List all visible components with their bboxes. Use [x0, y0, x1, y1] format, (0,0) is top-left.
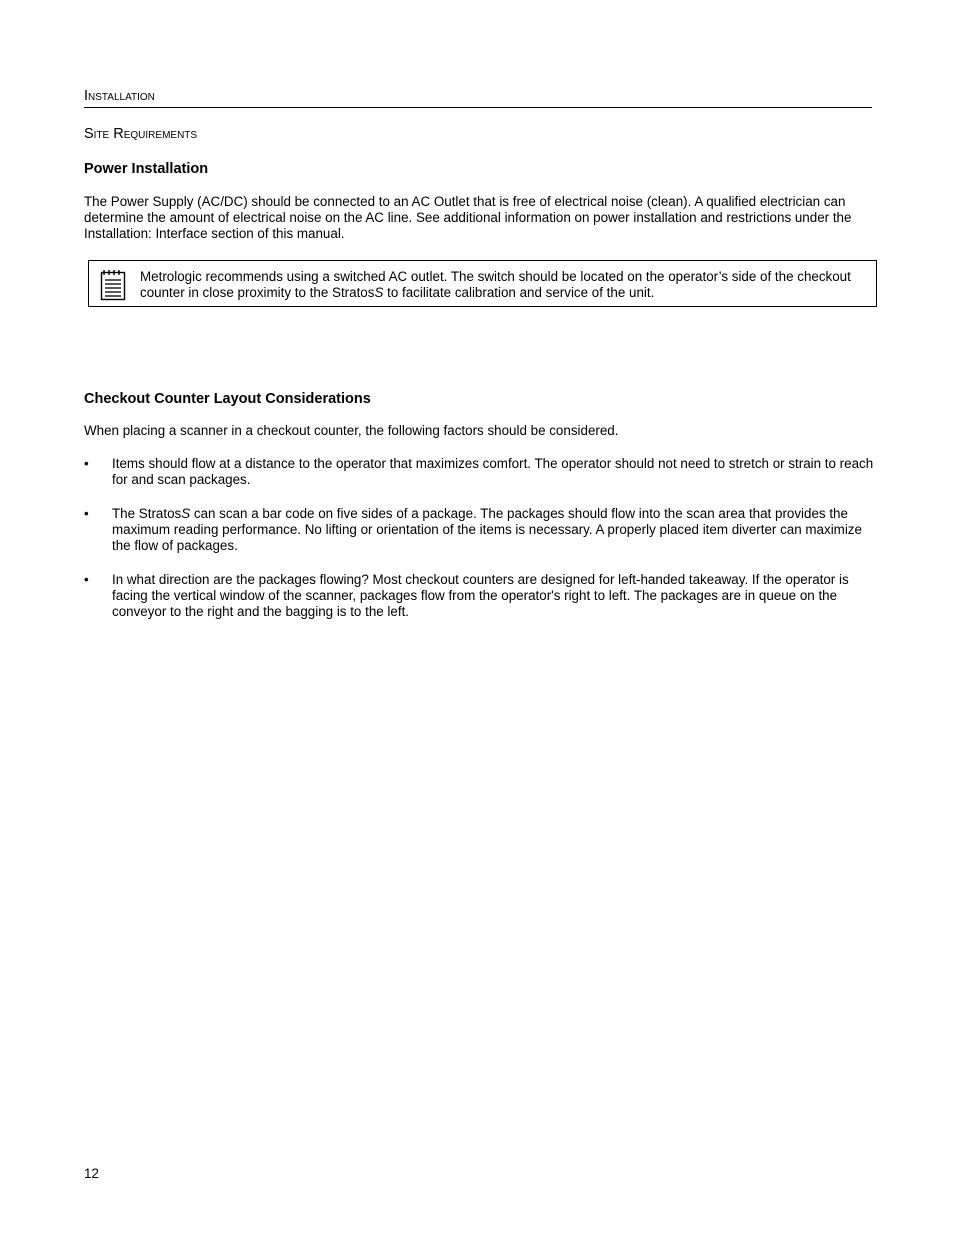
list-item-text: Items should flow at a distance to the operator that maximizes comfort. The operator should not need to stretch or strain to reach for and scan packages.	[112, 456, 874, 487]
power-installation-heading: Power Installation	[84, 161, 209, 177]
section-title: Site Requirements	[84, 126, 198, 142]
list-item	[84, 572, 874, 620]
page-number: 12	[84, 1166, 99, 1181]
list-item-text: The Stratos	[112, 506, 182, 521]
list-item	[84, 456, 874, 488]
checkout-counter-heading: Checkout Counter Layout Considerations	[84, 391, 371, 407]
list-item	[84, 506, 874, 554]
header-title: Installation	[84, 88, 155, 104]
list-item-italic: S	[181, 506, 191, 521]
note-text-italic: S	[374, 285, 384, 300]
note-text-part: Metrologic recommends using a switched AC outlet. The switch should be located on the operator’s side of the checkout counter in close proximity to the Stratos	[140, 269, 851, 300]
note-box	[88, 260, 877, 307]
checkout-intro-paragraph: When placing a scanner in a checkout counter, the following factors should be considered.	[84, 423, 619, 438]
bullet-icon: •	[84, 506, 89, 521]
page-header	[84, 87, 872, 108]
list-item-text: can scan a bar code on five sides of a package. The packages should flow into the scan area that provides the maximum reading performance. No lifting or orientation of the items is necessary. A properly placed item diverter can maximize the flow of packages.	[112, 506, 862, 553]
note-text-part: to facilitate calibration and service of the unit.	[383, 285, 655, 300]
bullet-icon: •	[84, 456, 89, 471]
list-item-text: In what direction are the packages flowing? Most checkout counters are designed for left-handed takeaway. If the operator is facing the vertical window of the scanner, packages flow from the operator's right to left. The packages are in queue on the conveyor to the right and the bagging is to the left.	[112, 572, 849, 619]
bullet-icon: •	[84, 572, 89, 587]
power-installation-paragraph: The Power Supply (AC/DC) should be connected to an AC Outlet that is free of electrical noise (clean). A qualified electrician can determine the amount of electrical noise on the AC line. See additional information on power installation and restrictions under the Installation: Interface section of this manual.	[84, 194, 852, 241]
notepad-icon	[100, 269, 126, 301]
note-text	[140, 269, 870, 301]
considerations-list	[84, 456, 874, 638]
